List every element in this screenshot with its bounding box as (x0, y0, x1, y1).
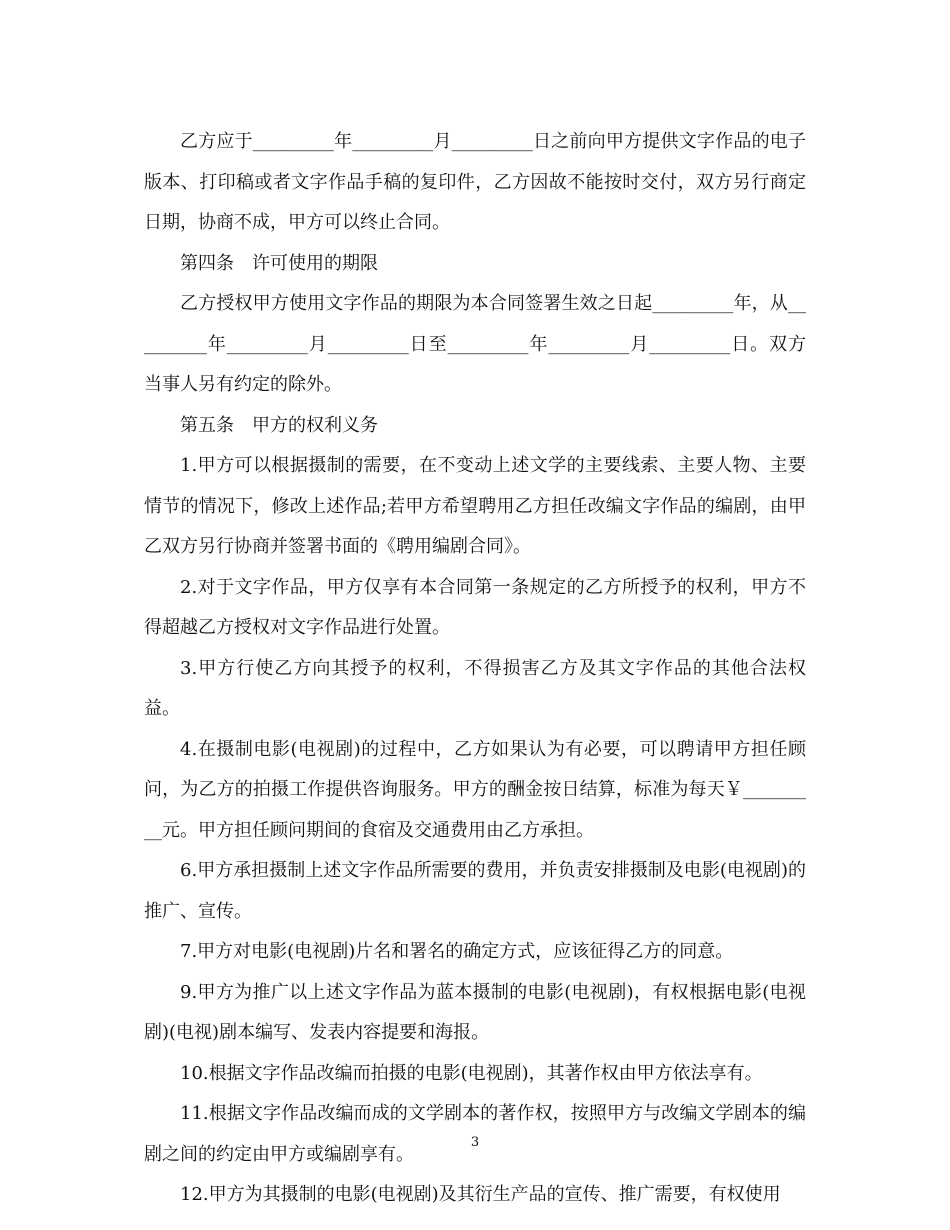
page-number: 3 (470, 1135, 480, 1150)
clause-11: 11.根据文字作品改编而成的文学剧本的著作权，按照甲方与改编文学剧本的编剧之间的约定由甲方或编剧享有。 (144, 1103, 806, 1165)
clause-2: 2.对于文字作品，甲方仅享有本合同第一条规定的乙方所授予的权利，甲方不得超越乙方授权对文字作品进行处置。 (144, 576, 806, 638)
clause-9: 9.甲方为推广以上述文字作品为蓝本摄制的电影(电视剧)，有权根据电影(电视剧)(电视)剧本编写、发表内容提要和海报。 (144, 981, 806, 1043)
heading-article-5: 第五条 甲方的权利义务 (180, 414, 378, 436)
paragraph-delivery-deadline: 乙方应于_________年_________月_________日之前向甲方提供文字作品的电子版本、打印稿或者文字作品手稿的复印件，乙方因故不能按时交付，双方另行商定日期，协商不成，甲方可以终止合同。 (144, 131, 806, 233)
clause-7: 7.甲方对电影(电视剧)片名和署名的确定方式，应该征得乙方的同意。 (180, 941, 734, 962)
clause-4: 4.在摄制电影(电视剧)的过程中，乙方如果认为有必要，可以聘请甲方担任顾问，为乙方的拍摄工作提供咨询服务。甲方的酬金按日结算，标准为每天￥_________元。甲方担任顾问期间的食宿及交通费用由乙方承担。 (144, 738, 806, 841)
clause-1: 1.甲方可以根据摄制的需要，在不变动上述文学的主要线索、主要人物、主要情节的情况下，修改上述作品;若甲方希望聘用乙方担任改编文字作品的编剧，由甲乙双方另行协商并签署书面的《聘用编剧合同》。 (144, 455, 806, 557)
clause-3: 3.甲方行使乙方向其授予的权利，不得损害乙方及其文字作品的其他合法权益。 (144, 657, 806, 719)
clause-10: 10.根据文字作品改编而拍摄的电影(电视剧)，其著作权由甲方依法享有。 (180, 1062, 763, 1084)
paragraph-license-term: 乙方授权甲方使用文字作品的期限为本合同签署生效之日起_________年，从_________年_________月_________日至_________年_________月_________日。双方当事人另有约定的除外。 (144, 293, 806, 395)
document-body (144, 122, 806, 1216)
clause-12: 12.甲方为其摄制的电影(电视剧)及其衍生产品的宣传、推广需要，有权使用 (180, 1184, 781, 1205)
heading-article-4: 第四条 许可使用的期限 (180, 252, 378, 274)
clause-6: 6.甲方承担摄制上述文字作品所需要的费用，并负责安排摄制及电影(电视剧)的推广、宣传。 (144, 860, 806, 922)
